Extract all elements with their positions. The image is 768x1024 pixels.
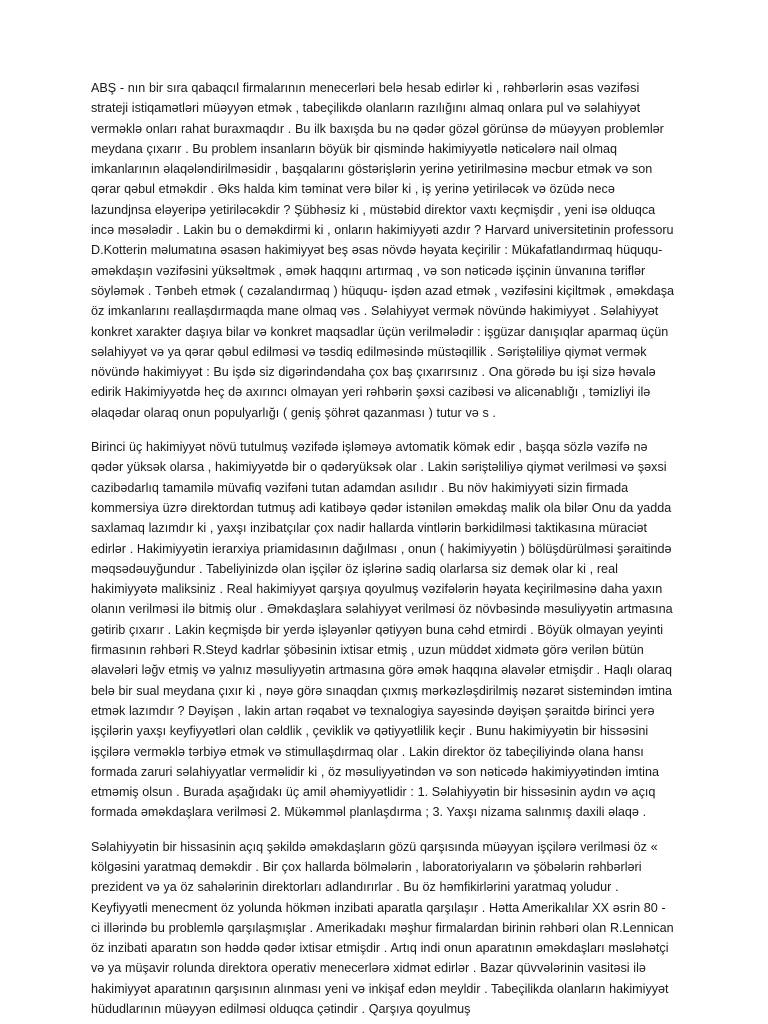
body-paragraph-2: Birinci üç hakimiyyət növü tutulmuş vəzifədə işləməyə avtomatik kömək edir , başqa sözlə vəzifə nə qədər yüksək olarsa , hakimiyyətdə bir o qədəryüksək olar . Lakin səriştəliliyə qiymət verilməsi və şəxsi cazibədarlıq tamamilə müvafiq vəzifəni tutan adamdan asılıdır . Bu növ hakimiyyəti sizin firmada kommersiya üzrə direktordan tutmuş adi katibəyə qədər istənilən əməkdaş malik ola bilər Onu da yadda saxlamaq lazımdır ki , yaxşı inzibatçılar çox nadir hallarda vintlərin bərkidilməsi taktikasına müraciət edirlər . Hakimiyyətin ierarxiya priamidasının dağılması , onun ( hakimiyyətin ) bölüşdürülməsi şəraitində məqsədəuyğundur . Tabeliyinizdə olan işçilər öz işlərinə sadiq olarlarsa siz demək olar ki , real hakimiyyətə maliksiniz . Real hakimiyyət qarşıya qoyulmuş vəzifələrin həyata keçirilməsinə daha yaxın olanın verilməsi ilə bitmiş olur . Əməkdaşlara səlahiyyət verilməsi öz növbəsində məsuliyyətin artmasına gətirib çıxarır . Lakin keçmişdə bir yerdə işləyənlər qətiyyən buna cəhd etmirdi . Böyük olmayan yeyinti firmasının rəhbəri R.Steyd kadrlar şöbəsinin ixtisar etmiş , uzun müddət xidmətə görə verilən bütün əlavələri ləğv etmiş və yalnız məsuliyyətin artmasına görə əmək haqqına əlavələr etmişdir . Haqlı olaraq belə bir sual meydana çıxır ki , nəyə görə sınaqdan çıxmış mərkəzləşdirilmiş nəzarət sistemindən imtina etmək lazımdır ? Dəyişən , lakin artan rəqabət və texnalogiya sayəsində dəyişən şəraitdə birinci yerə işçilərin yaxşı keyfiyyətləri olan cəldlik , çeviklik və qətiyyətlilik keçir . Bunu hakimiyyətin bir hissəsini işçilərə verməklə tərbiyə etmək və stimullaşdırmaq olar . Lakin direktor öz tabeçiliyində olana hansı formada zaruri səlahiyyatlar verməlidir ki , öz məsuliyyətindən və son nəticədə hakimiyyətindən imtina etməmiş olsun . Burada aşağıdakı üç amil əhəmiyyətlidir : 1. Səlahiyyətin bir hissəsinin aydın və açıq formada əməkdaşlara verilməsi 2. Mükəmməl planlaşdırma ; 3. Yaxşı nizama salınmış daxili əlaqə . bbox=[91, 440, 673, 820]
body-paragraph-3: Səlahiyyətin bir hissasinin açıq şəkildə əməkdaşların gözü qarşısında müəyyan işçilərə verilməsi öz « kölgəsini yaratmaq deməkdir . Bir çox hallarda bölmələrin , laboratoriyaların və şöbələrin rəhbərləri prezident və ya öz sahələrinin direktorları adlandırırlar . Bu öz həmfikirlərini yaratmaq yoludur . Keyfiyyətli menecment öz yolunda hökmən inzibati aparatla qarşılaşır . Hətta Amerikalılar XX əsrin 80 - ci illərində bu problemlə qarşılaşmışlar . Amerikadakı məşhur firmalardan birinin rəhbəri olan R.Lennican öz inzibati aparatın son həddə qədər ixtisar etmişdir . Artıq indi onun aparatının əməkdaşları məsləhətçi və ya müşavir rolunda direktora operativ menecerlərə xidmət edirlər . Bazar qüvvələrinin vasitəsi ilə hakimiyyət aparatının qarşısının alınması yeni və inkişaf edən meyldir . Tabeçilikda olanların hakimiyyət hüdudlarının müəyyən edilməsi olduqca çətindir . Qarşıya qoyulmuş bbox=[91, 839, 674, 1017]
body-paragraph-1: ABŞ - nın bir sıra qabaqcıl firmalarının menecerləri belə hesab edirlər ki , rəhbərlərin əsas vəzifəsi strateji istiqamətləri müəyyən etmək , tabeçilikdə olanların razılığını almaq onlara pul və səlahiyyət verməklə onları rahat buraxmaqdır . Bu ilk baxışda bu nə qədər gözəl görünsə də müəyyən problemlər meydana çıxarır . Bu problem insanların böyük bir qismində hakimiyyətlə nəticələrə nail olmaq imkanlarının əlaqələndirilməsidir , başqalarını göstərişlərin yerinə yetirilməsinə məcbur etmək və son qərar qəbul etməkdir . Əks halda kim təminat verə bilər ki , iş yerinə yetiriləcək və özüdə necə lazundjnsa eləyeripə yetiriləcəkdir ? Şübhəsiz ki , müstəbid direktor vaxtı keçmişdir , yeni isə olduqca incə məsələdir . Lakin bu o deməkdirmi ki , onların hakimiyyəti azdır ? Harvard universitetinin professoru D.Kotterin məlumatına əsasən hakimiyyət beş əsas növdə həyata keçirilir : Mükafatlandırmaq hüququ- əməkdaşın vəzifəsini yüksəltmək , əmək haqqını artırmaq , və son nəticədə işçinin ünvanına təriflər söyləmək . Tənbeh etmək ( cəzalandırmaq ) hüququ- işdən azad etmək , vəzifəsini kiçiltmək , əməkdaşa öz imkanlarını reallaşdırmaqda mane olmaq vəs . Səlahiyyət vermək növündə hakimiyyət . Səlahiyyət konkret xarakter daşıya bilar və konkret maqsadlar üçün verilmələdir : işgüzar danışıqlar aparmaq üçün səlahiyyət və ya qərar qəbul edilməsi və təsdiq edilməsində müstəqillik . Səriştəliliyə qiymət vermək növündə hakimiyyət : Bu işdə siz digərindəndaha çox baş çıxarırsınız . Ona görədə bu işi sizə həvalə edirik Hakimiyyətdə heç də axırıncı olmayan yeri rəhbərin şəxsi cazibəsi və alicənablığı , təmizliyi ilə əlaqədar olaraq onun populyarlığı ( geniş şöhrət qazanması ) tutur və s . bbox=[91, 81, 675, 420]
